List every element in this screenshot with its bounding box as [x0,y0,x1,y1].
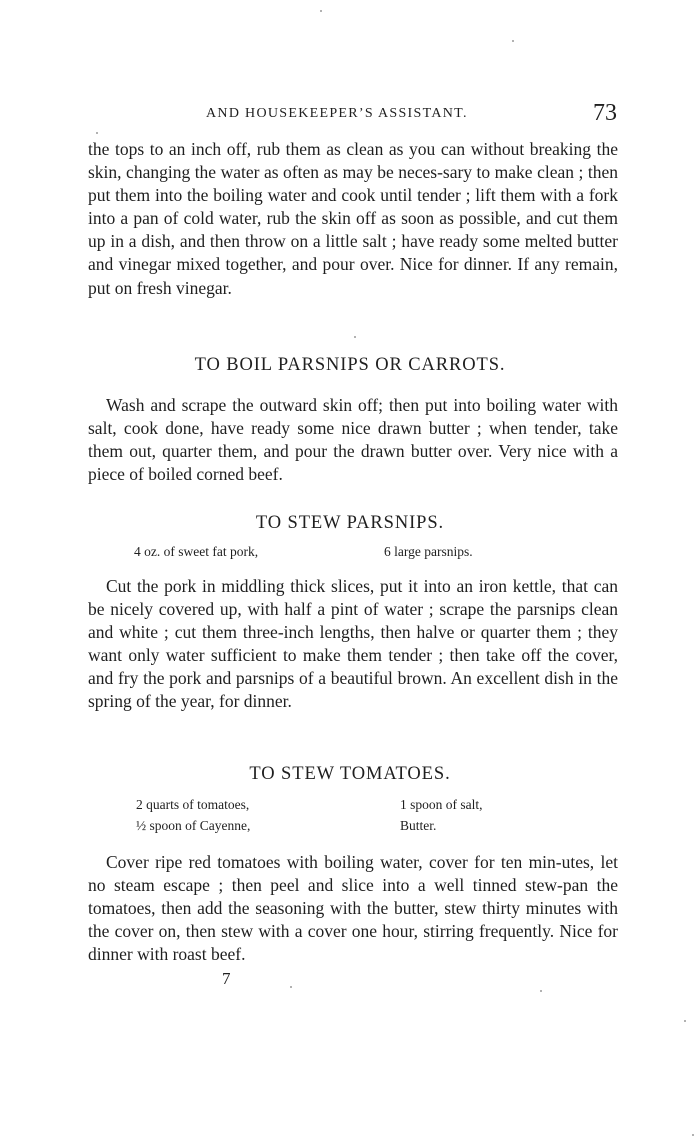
heading-stew-parsnips: TO STEW PARSNIPS. [255,513,445,533]
intro-paragraph: the tops to an inch off, rub them as clean as you can without breaking the skin, changing the water as often as may be neces-sary to make clean ; then put them into the boiling water and cook until tender ; lift them with a fork into a pan of cold water, rub the skin off as soon as possible, and cut them up in a dish, and then throw on a little salt ; have ready some melted butter and vinegar mixed together, and pour over. Nice for dinner. If any remain, put on fresh vinegar. [88,139,618,298]
running-head [0,100,700,132]
ingredient-cayenne: ½ spoon of Cayenne, [136,818,251,833]
paper-speck [290,986,292,988]
paper-speck [512,40,514,42]
heading-boil-parsnips: TO BOIL PARSNIPS OR CARROTS. [194,355,506,375]
paper-speck [692,1134,694,1136]
paragraph-boil-parsnips: Wash and scrape the outward skin off; then put into boiling water with salt, cook done, have ready some nice drawn butter ; when tender, take them out, quarter them, and pour the drawn butter over. Very nice with a piece of boiled corned beef. [88,395,618,485]
paragraph-stew-tomatoes: Cover ripe red tomatoes with boiling water, cover for ten min-utes, let no steam escape ; then peel and slice into a well tinned stew-pan the tomatoes, then add the seasoning with the butter, stew thirty minutes with the cover on, then stew with a cover one hour, stirring frequently. Nice for dinner with roast beef. [88,852,618,965]
paper-speck [354,336,356,338]
paper-speck [540,990,542,992]
paper-speck [320,10,322,12]
running-title: AND HOUSEKEEPER’S ASSISTANT. [206,106,468,121]
heading-stew-tomatoes: TO STEW TOMATOES. [249,764,451,784]
paragraph-stew-parsnips: Cut the pork in middling thick slices, put it into an iron kettle, that can be nicely covered up, with half a pint of water ; scrape the parsnips clean and white ; cut them three-inch lengths, then halve or quarter them ; they want only water sufficient to make them tender ; then take off the cover, and fry the pork and parsnips of a beautiful brown. An excellent dish in the spring of the year, for dinner. [88,576,618,712]
page-number: 73 [593,100,617,126]
paper-speck [96,132,98,134]
signature-mark: 7 [222,969,231,988]
ingredient-parsnips: 6 large parsnips. [384,544,473,559]
ingredient-butter: Butter. [400,818,437,833]
paper-speck [684,1020,686,1022]
ingredient-pork: 4 oz. of sweet fat pork, [134,544,259,559]
ingredient-salt: 1 spoon of salt, [400,797,483,812]
ingredient-tomatoes: 2 quarts of tomatoes, [136,797,250,812]
